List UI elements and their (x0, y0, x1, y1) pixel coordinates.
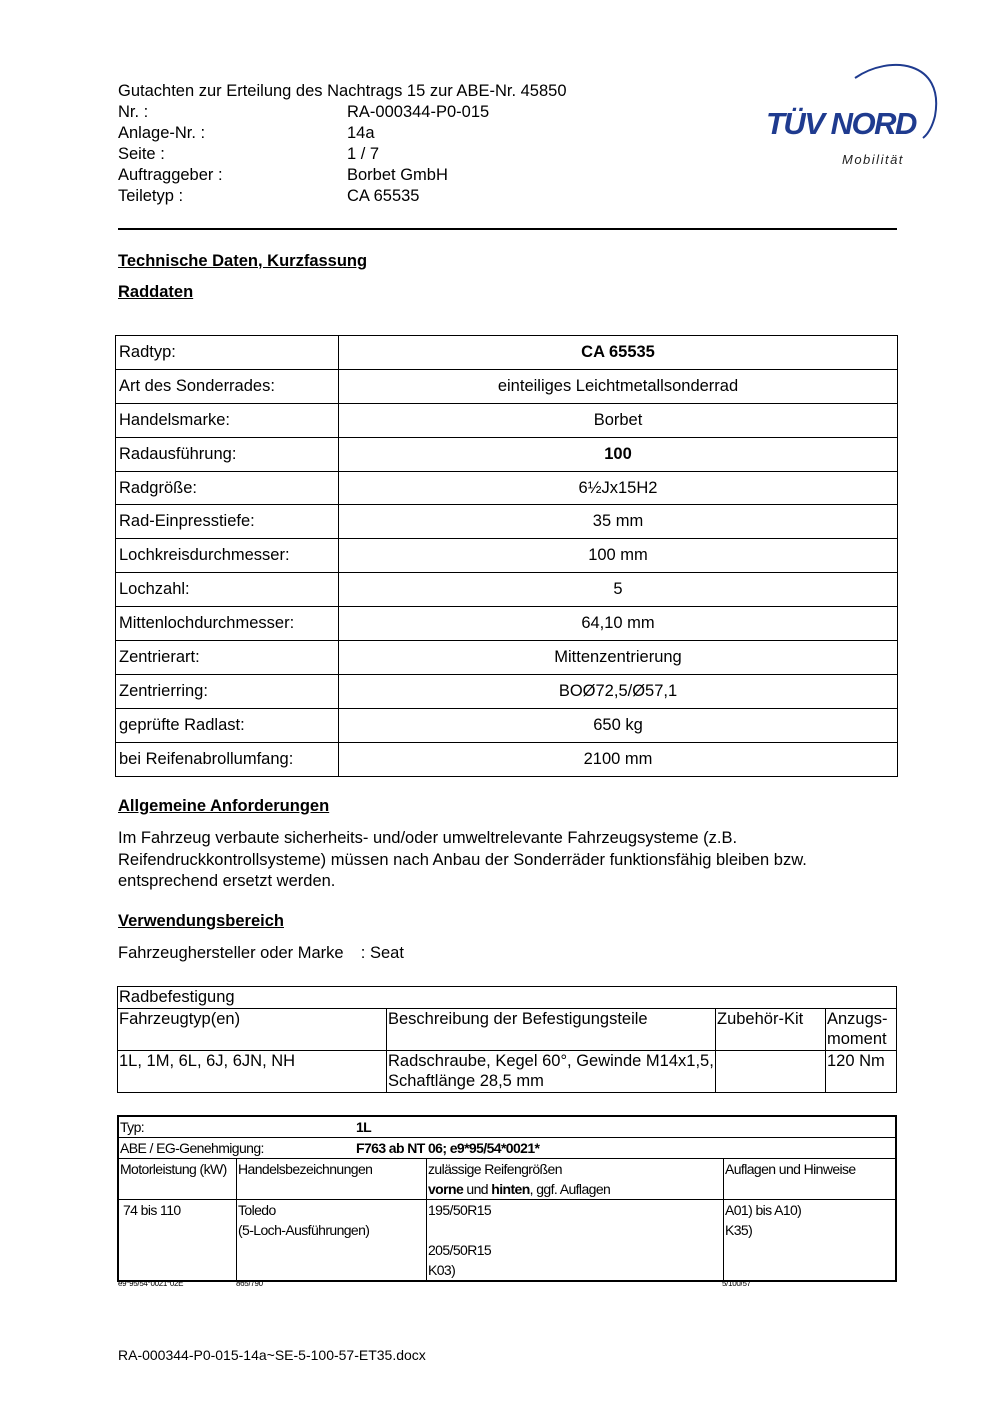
header-value: CA 65535 (347, 187, 420, 205)
raddaten-value: einteiliges Leichtmetallsonderrad (339, 369, 898, 403)
reifen-vorne: vorne (428, 1181, 464, 1197)
anzugsmoment-header: Anzugs-moment (827, 1009, 888, 1048)
handel-line: (5-Loch-Ausführungen) (238, 1222, 370, 1238)
befestigung-header: Fahrzeugtyp(en) (118, 1008, 387, 1050)
hersteller-line (118, 943, 898, 965)
tuev-nord-logo (760, 56, 945, 171)
abe-row (118, 1138, 896, 1159)
header-value: RA-000344-P0-015 (347, 103, 490, 121)
hersteller-value: Seat (369, 944, 404, 962)
raddaten-key: Zentrierart: (116, 641, 339, 675)
raddaten-value: BOØ72,5/Ø57,1 (339, 674, 898, 708)
befestigung-header: Zubehör-Kit (716, 1008, 826, 1050)
reifen-line: 195/50R15 (428, 1202, 492, 1218)
handel-header: Handelsbezeichnungen (237, 1159, 427, 1200)
small-code-b: 865/790 (236, 1279, 263, 1288)
raddaten-value: 6½Jx15H2 (339, 471, 898, 505)
reifen-line: 205/50R15 (428, 1242, 492, 1258)
befestigung-cell: 1L, 1M, 6L, 6J, 6JN, NH (118, 1050, 387, 1092)
raddaten-key: Rad-Einpresstiefe: (116, 505, 339, 539)
raddaten-key: Radgröße: (116, 471, 339, 505)
header-value: 14a (347, 124, 375, 142)
header-row-anlage (118, 123, 567, 144)
handel-line: Toledo (238, 1202, 276, 1218)
befestigung-header: Beschreibung der Befestigungsteile (387, 1008, 716, 1050)
header-key: Teiletyp : (118, 187, 184, 205)
hersteller-separator: : (360, 944, 366, 962)
small-code-c: 5/100/57 (722, 1279, 751, 1288)
raddaten-row (116, 674, 898, 708)
raddaten-key: Art des Sonderrades: (116, 369, 339, 403)
raddaten-row (116, 539, 898, 573)
befestigung-cell (716, 1050, 826, 1092)
header-key: Auftraggeber : (118, 166, 223, 184)
document-footer: RA-000344-P0-015-14a~SE-5-100-57-ET35.docx (118, 1347, 426, 1363)
raddaten-row (116, 471, 898, 505)
hersteller-label: Fahrzeughersteller oder Marke (118, 944, 344, 962)
header-row-nr (118, 102, 567, 123)
section-raddaten: Raddaten (118, 283, 194, 301)
befestigung-table (117, 986, 897, 1093)
handel-cell (237, 1200, 427, 1282)
raddaten-row (116, 369, 898, 403)
motor-header: Motorleistung (kW) (118, 1159, 237, 1200)
reifen-cell (427, 1200, 724, 1282)
raddaten-key: Radausführung: (116, 437, 339, 471)
header-value: Borbet GmbH (347, 166, 448, 184)
raddaten-row (116, 641, 898, 675)
motor-cell (118, 1200, 237, 1282)
section-verwendung: Verwendungsbereich (118, 912, 284, 930)
header-row-auftraggeber (118, 165, 567, 186)
befestigung-cell: 120 Nm (826, 1050, 897, 1092)
header-key: Seite : (118, 145, 165, 163)
raddaten-table (115, 335, 898, 777)
section-tech-daten: Technische Daten, Kurzfassung (118, 252, 368, 270)
header-value: 1 / 7 (347, 145, 380, 163)
typ-row (118, 1116, 896, 1138)
header-row-teiletyp (118, 186, 567, 207)
raddaten-value: 2100 mm (339, 742, 898, 776)
raddaten-row (116, 505, 898, 539)
auflagen-header: Auflagen und Hinweise (724, 1159, 897, 1200)
raddaten-value: 64,10 mm (339, 607, 898, 641)
befestigung-title: Radbefestigung (118, 987, 897, 1009)
logo-brand: TÜV NORD (766, 106, 916, 141)
raddaten-value: 100 mm (339, 539, 898, 573)
raddaten-key: Radtyp: (116, 336, 339, 370)
raddaten-row (116, 336, 898, 370)
reifen-header-line2 (428, 1179, 722, 1199)
raddaten-row (116, 708, 898, 742)
auflagen-line: A01) bis A10) (725, 1202, 802, 1218)
document-header (118, 81, 567, 207)
allgemein-text: Im Fahrzeug verbaute sicherheits- und/oder umweltrelevante Fahrzeugsysteme (z.B. Reifendruckkontrollsysteme) müssen nach Anbau der Sonderräder funktionsfähig bleiben bzw. entsprechend ersetzt werden. (118, 829, 807, 890)
document-title: Gutachten zur Erteilung des Nachtrags 15 zur ABE-Nr. 45850 (118, 82, 567, 100)
befestigung-header (826, 1008, 897, 1050)
logo-subtitle: Mobilität (842, 152, 904, 167)
typ-value: 1L (356, 1119, 372, 1135)
raddaten-value: 650 kg (339, 708, 898, 742)
raddaten-value: 35 mm (339, 505, 898, 539)
raddaten-value: CA 65535 (339, 336, 898, 370)
reifen-line: K03) (428, 1262, 456, 1278)
raddaten-key: Zentrierring: (116, 674, 339, 708)
befestigung-cell: Radschraube, Kegel 60°, Gewinde M14x1,5, Schaftlänge 28,5 mm (388, 1051, 714, 1090)
reifen-header-line1: zulässige Reifengrößen (428, 1161, 562, 1177)
reifen-header (427, 1159, 724, 1200)
raddaten-key: Handelsmarke: (116, 403, 339, 437)
section-allgemein: Allgemeine Anforderungen (118, 797, 330, 815)
raddaten-value: 5 (339, 573, 898, 607)
auflagen-cell (724, 1200, 897, 1282)
auflagen-line: K35) (725, 1222, 753, 1238)
raddaten-value: Mittenzentrierung (339, 641, 898, 675)
raddaten-value: 100 (339, 437, 898, 471)
abe-value: F763 ab NT 06; e9*95/54*0021* (356, 1140, 540, 1156)
raddaten-key: bei Reifenabrollumfang: (116, 742, 339, 776)
raddaten-key: Lochkreisdurchmesser: (116, 539, 339, 573)
raddaten-value: Borbet (339, 403, 898, 437)
raddaten-row (116, 607, 898, 641)
raddaten-key: Mittenlochdurchmesser: (116, 607, 339, 641)
header-divider (118, 228, 897, 230)
raddaten-key: geprüfte Radlast: (116, 708, 339, 742)
reifen-rest: , ggf. Auflagen (529, 1181, 611, 1197)
typ-table (117, 1115, 897, 1282)
header-key: Nr. : (118, 103, 149, 121)
raddaten-row (116, 403, 898, 437)
raddaten-row (116, 742, 898, 776)
abe-label: ABE / EG-Genehmigung: (120, 1140, 264, 1156)
reifen-hinten: hinten (491, 1181, 530, 1197)
typ-label: Typ: (120, 1119, 145, 1135)
raddaten-row (116, 573, 898, 607)
header-key: Anlage-Nr. : (118, 124, 206, 142)
small-code-a: e9*95/54*0021*02E (118, 1279, 184, 1288)
raddaten-key: Lochzahl: (116, 573, 339, 607)
header-row-seite (118, 144, 567, 165)
reifen-und: und (463, 1181, 492, 1197)
raddaten-row (116, 437, 898, 471)
motor-value: 74 bis 110 (123, 1202, 181, 1218)
